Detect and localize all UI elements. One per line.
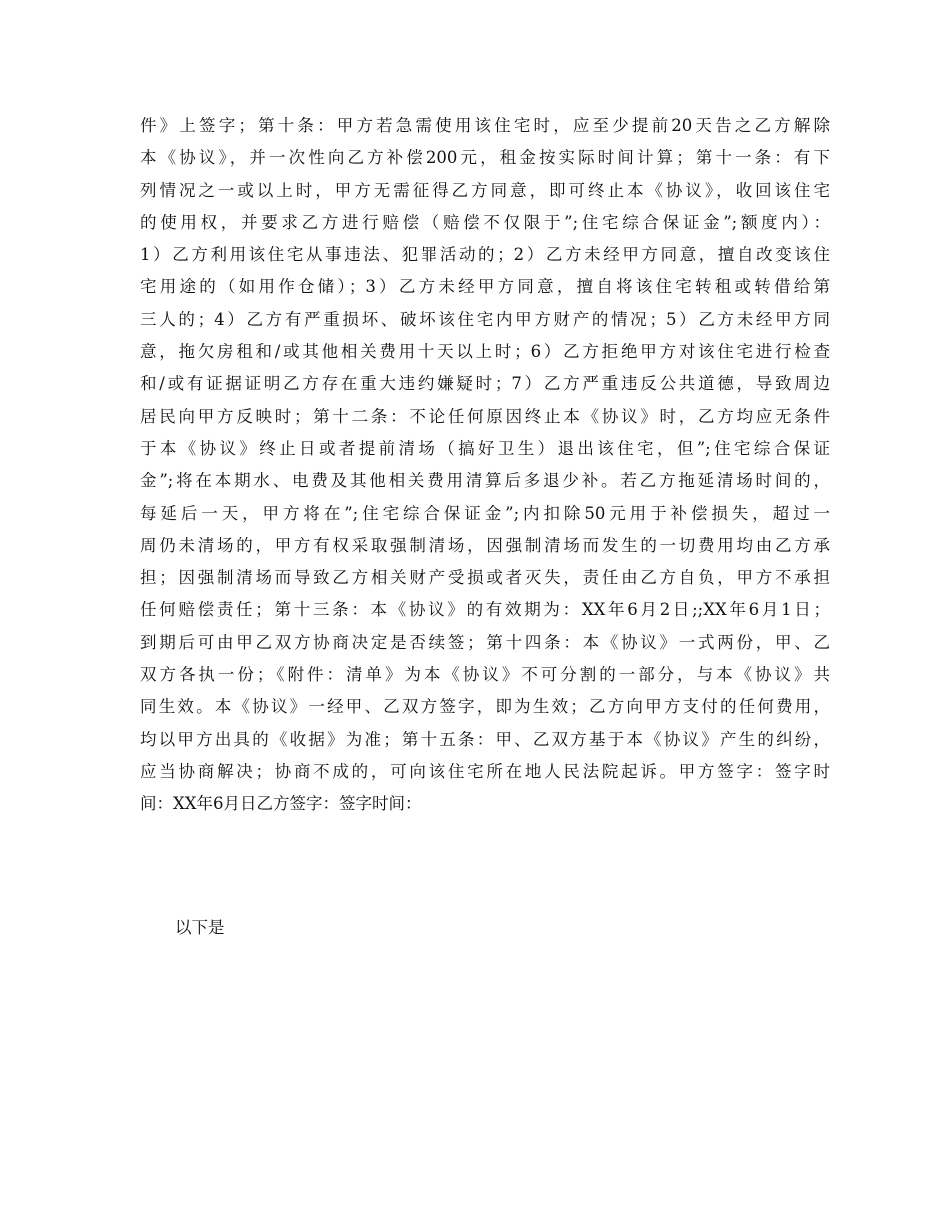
- body-line-last: 间：XX年6月日乙方签字：签字时间：: [140, 794, 422, 814]
- closing-text: 以下是: [175, 918, 225, 937]
- body-line: 1）乙方利用该住宅从事违法、犯罪活动的；2）乙方未经甲方同意，擅自改变该住: [140, 245, 830, 265]
- body-line: 于本《协议》终止日或者提前清场（搞好卫生）退出该住宅，但”;住宅综合保证: [140, 438, 830, 458]
- body-line: 双方各执一份；《附件：清单》为本《协议》不可分割的一部分，与本《协议》共: [140, 665, 830, 685]
- body-line: 每延后一天，甲方将在”;住宅综合保证金”;内扣除50元用于补偿损失，超过一: [140, 503, 830, 523]
- body-line: 到期后可由甲乙双方协商决定是否续签；第十四条：本《协议》一式两份，甲、乙: [140, 632, 830, 652]
- body-line: 同生效。本《协议》一经甲、乙双方签字，即为生效；乙方向甲方支付的任何费用，: [140, 697, 830, 717]
- body-line: 均以甲方出具的《收据》为准；第十五条：甲、乙双方基于本《协议》产生的纠纷，: [140, 729, 830, 749]
- body-line: 件》上签字；第十条：甲方若急需使用该住宅时，应至少提前20天告之乙方解除: [140, 116, 830, 135]
- body-line: 应当协商解决；协商不成的，可向该住宅所在地人民法院起诉。甲方签字：签字时: [140, 761, 830, 781]
- body-line: 和/或有证据证明乙方存在重大违约嫌疑时；7）乙方严重违反公共道德，导致周边: [140, 374, 830, 394]
- body-line: 三人的；4）乙方有严重损坏、破坏该住宅内甲方财产的情况；5）乙方未经甲方同: [140, 309, 830, 329]
- body-line: 居民向甲方反映时；第十二条：不论任何原因终止本《协议》时，乙方均应无条件: [140, 406, 830, 426]
- body-line: 任何赔偿责任；第十三条：本《协议》的有效期为：XX年6月2日;;XX年6月1日；: [140, 600, 830, 620]
- document-body: [140, 110, 830, 821]
- body-line: 周仍未清场的，甲方有权采取强制清场，因强制清场而发生的一切费用均由乙方承: [140, 535, 830, 555]
- body-line: 本《协议》，并一次性向乙方补偿200元，租金按实际时间计算；第十一条：有下: [140, 148, 830, 168]
- body-line: 意，拖欠房租和/或其他相关费用十天以上时；6）乙方拒绝甲方对该住宅进行检查: [140, 342, 830, 362]
- body-line: 金”;将在本期水、电费及其他相关费用清算后多退少补。若乙方拖延清场时间的，: [140, 471, 830, 491]
- body-line: 的使用权，并要求乙方进行赔偿（赔偿不仅限于”;住宅综合保证金”;额度内）：: [140, 212, 830, 232]
- body-line: 担；因强制清场而导致乙方相关财产受损或者灭失，责任由乙方自负，甲方不承担: [140, 568, 830, 588]
- body-line: 列情况之一或以上时，甲方无需征得乙方同意，即可终止本《协议》，收回该住宅: [140, 180, 830, 200]
- body-line: 宅用途的（如用作仓储）；3）乙方未经甲方同意，擅自将该住宅转租或转借给第: [140, 277, 830, 297]
